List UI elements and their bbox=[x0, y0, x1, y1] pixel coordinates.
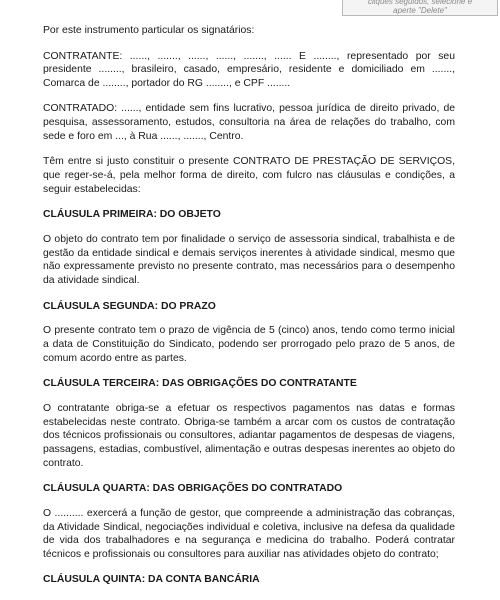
clause-2-title: CLÁUSULA SEGUNDA: DO PRAZO bbox=[43, 300, 216, 312]
instruction-note-line-1: cliques seguidos, selecione e bbox=[367, 0, 473, 6]
contratado-paragraph: CONTRATADO: ......, entidade sem fins lucrativo, pessoa jurídica de direito privado, de pesquisa, assessoramento, estudos, consultoria na área de relações do trabalho, com sede e foro em ..., à Rua ......, ......., Centro. bbox=[43, 103, 455, 142]
contratante-paragraph: CONTRATANTE: ......, ......., ......, ......, ......., ...... E ........, representado por seu presidente ........, brasileiro, casado, empresário, residente e domiciliado em ......., Comarca de ........, portador do RG ........, e CPF ........ bbox=[43, 50, 455, 89]
clause-1-title: CLÁUSULA PRIMEIRA: DO OBJETO bbox=[43, 209, 221, 221]
intro-paragraph: Por este instrumento particular os signatários: bbox=[43, 25, 255, 36]
clause-4-title: CLÁUSULA QUARTA: DAS OBRIGAÇÕES DO CONTRATADO bbox=[43, 483, 343, 495]
instruction-note bbox=[342, 0, 498, 16]
contract-document bbox=[43, 24, 455, 598]
preamble-paragraph: Têm entre si justo constituir o presente CONTRATO DE PRESTAÇÃO DE SERVIÇOS, que reger-se-á, pela melhor forma de direito, com fulcro nas cláusulas e condições, a seguir estabelecidas: bbox=[43, 156, 455, 195]
clause-3-text: O contratante obriga-se a efetuar os respectivos pagamentos nas datas e formas estabelecidas neste contrato. Obriga-se também a arcar com os custos de contratação dos técnicos profissionais ou consultores, adiantar pagamentos de despesas de viagens, passagens, estadias, combustível, alimentação e outras despesas inerentes ao objeto do contrato. bbox=[43, 402, 455, 469]
clause-5-title: CLÁUSULA QUINTA: DA CONTA BANCÁRIA bbox=[43, 574, 260, 586]
clause-1-text: O objeto do contrato tem por finalidade o serviço de assessoria sindical, trabalhista e de gestão da entidade sindical e demais serviços inerentes à atividade sindical, mesmo que não expressamente previsto no presente contrato, mas necessários para o desempenho da atividade sindical. bbox=[43, 233, 455, 287]
clause-3-title: CLÁUSULA TERCEIRA: DAS OBRIGAÇÕES DO CONTRATANTE bbox=[43, 378, 357, 390]
instruction-note-line-2: aperte "Delete" bbox=[393, 5, 447, 15]
clause-4-text: O .......... exercerá a função de gestor, que compreende a administração das cobranças, da Atividade Sindical, negociações individual e coletiva, inclusive na defesa da qualidade de vida dos trabalhadores e na segurança e medicina do trabalho. Poderá contratar técnicos e profissionais ou consultores para auxiliar nas atividades objeto do contrato; bbox=[43, 507, 455, 560]
clause-2-text: O presente contrato tem o prazo de vigência de 5 (cinco) anos, tendo como termo inicial a data de Constituição do Sindicato, podendo ser prorrogado pelo prazo de 5 anos, de comum acordo entre as partes. bbox=[43, 325, 455, 364]
